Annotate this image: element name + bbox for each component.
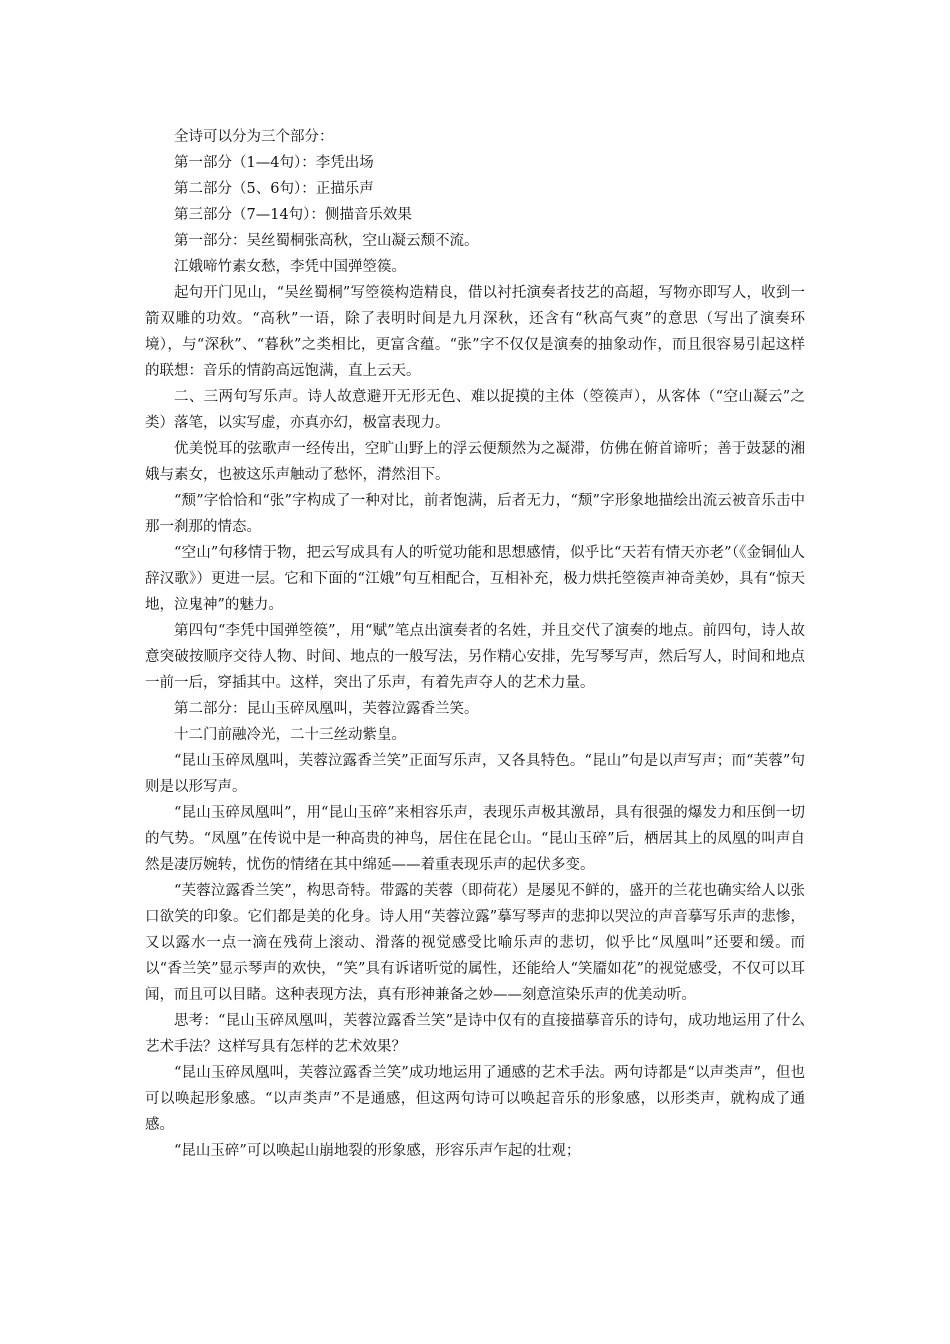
paragraph-synesthesia-answer: “昆山玉碎凤凰叫，芙蓉泣露香兰笑”成功地运用了通感的艺术手法。两句诗都是“以声类声”，但也可以唤起形象感。“以声类声”不是通感，但这两句诗可以唤起音乐的形象感，以形类声，就构成了通感。 (145, 1065, 805, 1133)
paragraph-part-two-outline: 第二部分（5、6句）：正描乐声 (174, 181, 374, 197)
paragraph-thinking-question: 思考：“昆山玉碎凤凰叫，芙蓉泣露香兰笑”是诗中仅有的直接描摹音乐的诗句，成功地运用了什么艺术手法？这样写具有怎样的艺术效果？ (145, 1013, 805, 1055)
paragraph-kunshan-analysis: “昆山玉碎凤凰叫”，用“昆山玉碎”来相容乐声，表现乐声极其激昂，具有很强的爆发力和压倒一切的气势。“凤凰”在传说中是一种高贵的神鸟，居住在昆仑山。“昆山玉碎”后，栖居其上的凤凰的叫声自然是凄厉婉转，忧伤的情绪在其中绵延——着重表现乐声的起伏多变。 (145, 805, 805, 873)
paragraph-kongshan-analysis: “空山”句移情于物，把云写成具有人的听觉功能和思想感情，似乎比“天若有情天亦老”（《金铜仙人辞汉歌》）更进一层。它和下面的“江娥”句互相配合，互相补充，极力烘托箜篌声神奇美妙，具有“惊天地，泣鬼神”的魅力。 (145, 545, 805, 613)
paragraph-lines-two-three: 二、三两句写乐声。诗人故意避开无形无色、难以捉摸的主体（箜篌声），从客体（“空山凝云”之类）落笔，以实写虚，亦真亦幻，极富表现力。 (145, 389, 805, 431)
paragraph-part-one-verse-2: 江娥啼竹素女愁，李凭中国弹箜篌。 (174, 259, 406, 275)
paragraph-kunshan-image: “昆山玉碎”可以唤起山崩地裂的形象感，形容乐声乍起的壮观； (174, 1143, 581, 1159)
paragraph-part-one-outline: 第一部分（1—4句）：李凭出场 (174, 155, 374, 171)
paragraph-part-two-verse-2: 十二门前融冷光，二十三丝动紫皇。 (174, 727, 406, 743)
paragraph-fourth-line: 第四句“李凭中国弹箜篌”，用“赋”笔点出演奏者的名姓，并且交代了演奏的地点。前四句，诗人故意突破按顺序交待人物、时间、地点的一般写法，另作精心安排，先写琴写声，然后写人，时间和地点一前一后，穿插其中。这样，突出了乐声，有着先声夺人的艺术力量。 (145, 623, 805, 691)
paragraph-music-effect: 优美悦耳的弦歌声一经传出，空旷山野上的浮云便颓然为之凝滞，仿佛在俯首谛听；善于鼓瑟的湘娥与素女，也被这乐声触动了愁怀，潸然泪下。 (145, 441, 805, 483)
paragraph-opening-analysis: 起句开门见山，“吴丝蜀桐”写箜篌构造精良，借以衬托演奏者技艺的高超，写物亦即写人，收到一箭双雕的功效。“高秋”一语，除了表明时间是九月深秋，还含有“秋高气爽”的意思（写出了演奏环境），与“深秋”、“暮秋”之类相比，更富含蕴。“张”字不仅仅是演奏的抽象动作，而且很容易引起这样的联想：音乐的情韵高远饱满，直上云天。 (145, 285, 805, 379)
paragraph-part-one-verse-1: 第一部分：吴丝蜀桐张高秋，空山凝云颓不流。 (174, 233, 479, 249)
document-body (145, 124, 805, 1164)
paragraph-tui-zhang-contrast: “颓”字恰恰和“张”字构成了一种对比，前者饱满，后者无力，“颓”字形象地描绘出流云被音乐击中那一刹那的情态。 (145, 493, 805, 535)
paragraph-furong-analysis: “芙蓉泣露香兰笑”，构思奇特。带露的芙蓉（即荷花）是屡见不鲜的，盛开的兰花也确实给人以张口欲笑的印象。它们都是美的化身。诗人用“芙蓉泣露”摹写琴声的悲抑以哭泣的声音摹写乐声的悲惨，又以露水一点一滴在残荷上滚动、滑落的视觉感受比喻乐声的悲切，似乎比“凤凰叫”还要和缓。而以“香兰笑”显示琴声的欢快，“笑”具有诉诸听觉的属性，还能给人“笑靥如花”的视觉感受，不仅可以耳闻，而且可以目睹。这种表现方法，真有形神兼备之妙——刻意渲染乐声的优美动听。 (145, 883, 805, 1003)
paragraph-part-two-verse-1: 第二部分：昆山玉碎凤凰叫，芙蓉泣露香兰笑。 (174, 701, 479, 717)
paragraph-part-three-outline: 第三部分（7—14句）：侧描音乐效果 (174, 207, 412, 223)
paragraph-direct-sound: “昆山玉碎凤凰叫，芙蓉泣露香兰笑”正面写乐声，又各具特色。“昆山”句是以声写声；而“芙蓉”句则是以形写声。 (145, 753, 805, 795)
paragraph-structure-intro: 全诗可以分为三个部分： (174, 129, 334, 145)
